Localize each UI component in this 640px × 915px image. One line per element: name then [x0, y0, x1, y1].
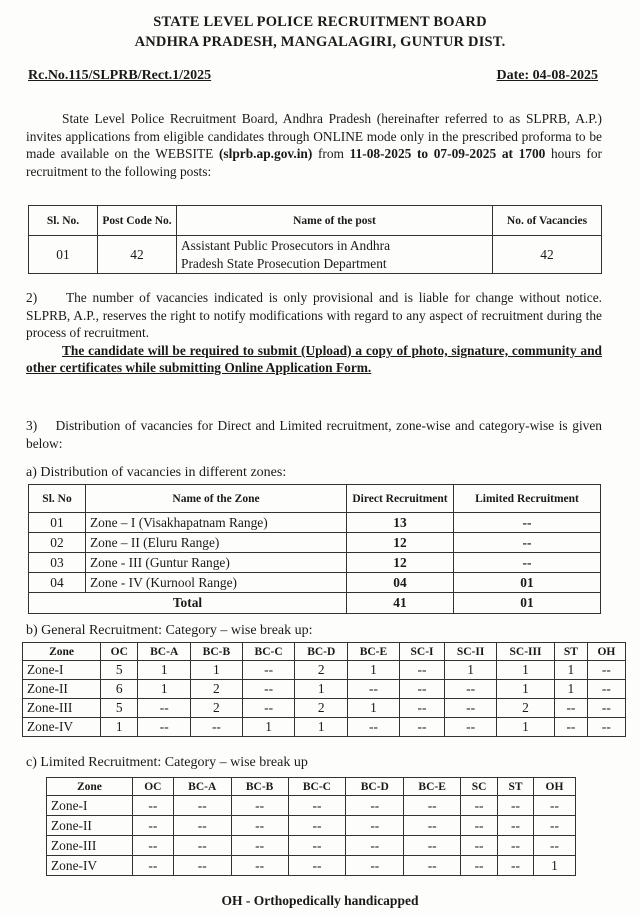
general-row [23, 718, 626, 737]
general-cell: -- [242, 661, 295, 680]
limited-zone-cell: Zone-I [47, 796, 133, 816]
limited-cell: -- [346, 816, 404, 836]
general-cell: -- [399, 718, 444, 737]
general-header-st: ST [555, 643, 588, 661]
limited-cell: 1 [534, 856, 576, 876]
general-row [23, 661, 626, 680]
zone-limited: 01 [454, 573, 601, 593]
zone-row [29, 573, 601, 593]
zone-sl: 02 [29, 533, 86, 553]
limited-cell: -- [498, 856, 534, 876]
board-address: ANDHRA PRADESH, MANGALAGIRI, GUNTUR DIST. [134, 34, 506, 50]
zone-name: Zone - III (Guntur Range) [86, 553, 347, 573]
zones-total-limited: 01 [454, 593, 601, 614]
zones-total-direct: 41 [347, 593, 454, 614]
general-cell: 1 [101, 718, 138, 737]
post-name-line1: Assistant Public Prosecutors in Andhra [181, 237, 391, 253]
para-3 [26, 417, 602, 452]
board-title: STATE LEVEL POLICE RECRUITMENT BOARD [153, 14, 487, 30]
limited-cell: -- [346, 796, 404, 816]
limited-cell: -- [231, 796, 288, 816]
limited-header-bc-e: BC-E [404, 778, 461, 796]
general-zone-cell: Zone-II [23, 680, 101, 699]
limited-cell: -- [461, 836, 498, 856]
general-cell: -- [587, 699, 625, 718]
general-zone-cell: Zone-III [23, 699, 101, 718]
zone-name: Zone - IV (Kurnool Range) [86, 573, 347, 593]
limited-cell: -- [288, 836, 346, 856]
general-header-bc-d: BC-D [295, 643, 348, 661]
limited-cell: -- [231, 856, 288, 876]
limited-header-oc: OC [132, 778, 173, 796]
zones-total-row [29, 593, 601, 614]
general-cell: 1 [138, 661, 191, 680]
reference-line [28, 68, 598, 84]
website-link[interactable]: (slprb.ap.gov.in) [218, 146, 313, 162]
intro-text-a: State Level Police Recruitment Board, Andhra Pradesh (hereinafter referred to as SLPRB, A.P.) invites applications from eligible candidates through ONLINE mode only in the prescribed proforma to be made available on the WEBSITE [26, 111, 602, 162]
limited-header-st: ST [498, 778, 534, 796]
para-2-number: 2) [26, 290, 38, 305]
general-cell: -- [138, 718, 191, 737]
general-cell: -- [399, 699, 444, 718]
general-header-oh: OH [587, 643, 625, 661]
zone-row [29, 513, 601, 533]
general-cell: 2 [496, 699, 554, 718]
general-cell: 2 [191, 680, 243, 699]
limited-cell: -- [404, 856, 461, 876]
general-cell: 1 [138, 680, 191, 699]
limited-cell: -- [132, 816, 173, 836]
general-cell: 1 [555, 680, 588, 699]
general-cell: -- [399, 680, 444, 699]
para-2 [26, 289, 602, 377]
limited-cell: -- [461, 796, 498, 816]
footnote: OH - Orthopedically handicapped [221, 893, 419, 908]
general-cell: 1 [348, 699, 400, 718]
limited-cell: -- [288, 856, 346, 876]
posts-header-vacancies: No. of Vacancies [493, 206, 602, 236]
zone-limited: -- [454, 513, 601, 533]
limited-cell: -- [404, 796, 461, 816]
upload-instruction: The candidate will be required to submit (Upload) a copy of photo, signature, community and other certificates while submitting Online Application Form. [26, 342, 602, 376]
limited-cell: -- [288, 816, 346, 836]
general-header-sc-iii: SC-III [496, 643, 554, 661]
limited-cell: -- [404, 836, 461, 856]
limited-cell: -- [288, 796, 346, 816]
zone-row [29, 533, 601, 553]
intro-text-b: from [312, 146, 350, 162]
post-vacancies: 42 [493, 236, 602, 274]
general-cell: 1 [295, 680, 348, 699]
limited-cell: -- [534, 796, 576, 816]
limited-cell: -- [173, 856, 231, 876]
limited-row [47, 796, 576, 816]
general-cell: 1 [555, 661, 588, 680]
zone-limited: -- [454, 533, 601, 553]
limited-zone-cell: Zone-III [47, 836, 133, 856]
general-cell: -- [587, 680, 625, 699]
limited-cell: -- [534, 816, 576, 836]
general-header-sc-ii: SC-II [445, 643, 497, 661]
zones-total-label: Total [29, 593, 347, 614]
general-cell: -- [348, 680, 400, 699]
general-cell: -- [399, 661, 444, 680]
posts-header-name: Name of the post [177, 206, 493, 236]
limited-zone-cell: Zone-II [47, 816, 133, 836]
general-cell: 5 [101, 699, 138, 718]
limited-cell: -- [498, 816, 534, 836]
limited-table [46, 777, 576, 876]
intro-paragraph [26, 110, 602, 180]
general-cell: 2 [191, 699, 243, 718]
zone-sl: 03 [29, 553, 86, 573]
limited-cell: -- [498, 836, 534, 856]
limited-cell: -- [404, 816, 461, 836]
general-cell: 6 [101, 680, 138, 699]
reference-number: Rc.No.115/SLPRB/Rect.1/2025 [28, 68, 212, 83]
limited-row [47, 836, 576, 856]
zones-title: a) Distribution of vacancies in different zones: [26, 465, 287, 480]
posts-header-sl: Sl. No. [29, 206, 98, 236]
zone-row [29, 553, 601, 573]
limited-header-bc-c: BC-C [288, 778, 346, 796]
zone-direct: 12 [347, 553, 454, 573]
limited-cell: -- [498, 796, 534, 816]
general-header-bc-c: BC-C [242, 643, 295, 661]
general-cell: 1 [242, 718, 295, 737]
para-3-text: Distribution of vacancies for Direct and Limited recruitment, zone-wise and category-wise is given below: [26, 418, 602, 451]
application-dates: 11-08-2025 to 07-09-2025 at 1700 [349, 146, 546, 162]
limited-header-oh: OH [534, 778, 576, 796]
limited-cell: -- [132, 836, 173, 856]
zone-direct: 04 [347, 573, 454, 593]
intro-text-c: hours for recruitment to the following posts: [26, 146, 602, 179]
general-cell: -- [242, 680, 295, 699]
general-cell: -- [445, 699, 497, 718]
limited-cell: -- [346, 836, 404, 856]
limited-cell: -- [173, 836, 231, 856]
zone-sl: 01 [29, 513, 86, 533]
post-sl: 01 [29, 236, 98, 274]
general-table [22, 642, 626, 737]
limited-cell: -- [346, 856, 404, 876]
limited-cell: -- [173, 796, 231, 816]
limited-header-bc-d: BC-D [346, 778, 404, 796]
limited-header-zone: Zone [47, 778, 133, 796]
para-3-number: 3) [26, 418, 38, 433]
zones-header-sl: Sl. No [29, 485, 86, 513]
general-cell: -- [587, 718, 625, 737]
limited-cell: -- [534, 836, 576, 856]
general-header-zone: Zone [23, 643, 101, 661]
general-row [23, 699, 626, 718]
general-zone-cell: Zone-I [23, 661, 101, 680]
general-cell: -- [138, 699, 191, 718]
general-cell: -- [587, 661, 625, 680]
general-cell: 1 [496, 680, 554, 699]
limited-cell: -- [231, 836, 288, 856]
general-header-oc: OC [101, 643, 138, 661]
limited-header-bc-a: BC-A [173, 778, 231, 796]
zone-sl: 04 [29, 573, 86, 593]
general-cell: -- [191, 718, 243, 737]
limited-row [47, 856, 576, 876]
general-cell: 5 [101, 661, 138, 680]
general-cell: 1 [191, 661, 243, 680]
general-header-bc-b: BC-B [191, 643, 243, 661]
limited-cell: -- [461, 816, 498, 836]
limited-cell: -- [132, 796, 173, 816]
zones-header-name: Name of the Zone [86, 485, 347, 513]
post-code: 42 [98, 236, 177, 274]
limited-cell: -- [231, 816, 288, 836]
limited-row [47, 816, 576, 836]
posts-table [28, 205, 602, 274]
notice-date: Date: 04-08-2025 [496, 68, 598, 83]
limited-cell: -- [173, 816, 231, 836]
general-cell: -- [445, 680, 497, 699]
general-cell: 1 [496, 661, 554, 680]
general-cell: -- [555, 699, 588, 718]
zone-direct: 13 [347, 513, 454, 533]
limited-title: c) Limited Recruitment: Category – wise break up [26, 755, 308, 770]
general-cell: -- [242, 699, 295, 718]
para-2-text: The number of vacancies indicated is only provisional and is liable for change without notice. SLPRB, A.P., reserves the right to notify modifications with regard to any aspect of recruitment during the process of recruitment. [26, 290, 602, 341]
posts-header-code: Post Code No. [98, 206, 177, 236]
general-cell: 2 [295, 699, 348, 718]
post-name-line2: Pradesh State Prosecution Department [181, 255, 387, 271]
post-name [177, 236, 493, 274]
general-header-bc-e: BC-E [348, 643, 400, 661]
zones-header-direct: Direct Recruitment [347, 485, 454, 513]
general-cell: -- [445, 718, 497, 737]
limited-cell: -- [132, 856, 173, 876]
general-header-bc-a: BC-A [138, 643, 191, 661]
zone-limited: -- [454, 553, 601, 573]
zone-name: Zone – I (Visakhapatnam Range) [86, 513, 347, 533]
zone-direct: 12 [347, 533, 454, 553]
zones-header-limited: Limited Recruitment [454, 485, 601, 513]
general-cell: -- [348, 718, 400, 737]
limited-header-bc-b: BC-B [231, 778, 288, 796]
general-cell: 1 [445, 661, 497, 680]
general-cell: 2 [295, 661, 348, 680]
general-cell: 1 [295, 718, 348, 737]
general-cell: 1 [496, 718, 554, 737]
limited-header-sc: SC [461, 778, 498, 796]
zones-table [28, 484, 601, 614]
zone-name: Zone – II (Eluru Range) [86, 533, 347, 553]
general-cell: -- [555, 718, 588, 737]
limited-cell: -- [461, 856, 498, 876]
general-header-sc-i: SC-I [399, 643, 444, 661]
limited-zone-cell: Zone-IV [47, 856, 133, 876]
general-row [23, 680, 626, 699]
general-title: b) General Recruitment: Category – wise break up: [26, 623, 313, 638]
general-zone-cell: Zone-IV [23, 718, 101, 737]
general-cell: 1 [348, 661, 400, 680]
